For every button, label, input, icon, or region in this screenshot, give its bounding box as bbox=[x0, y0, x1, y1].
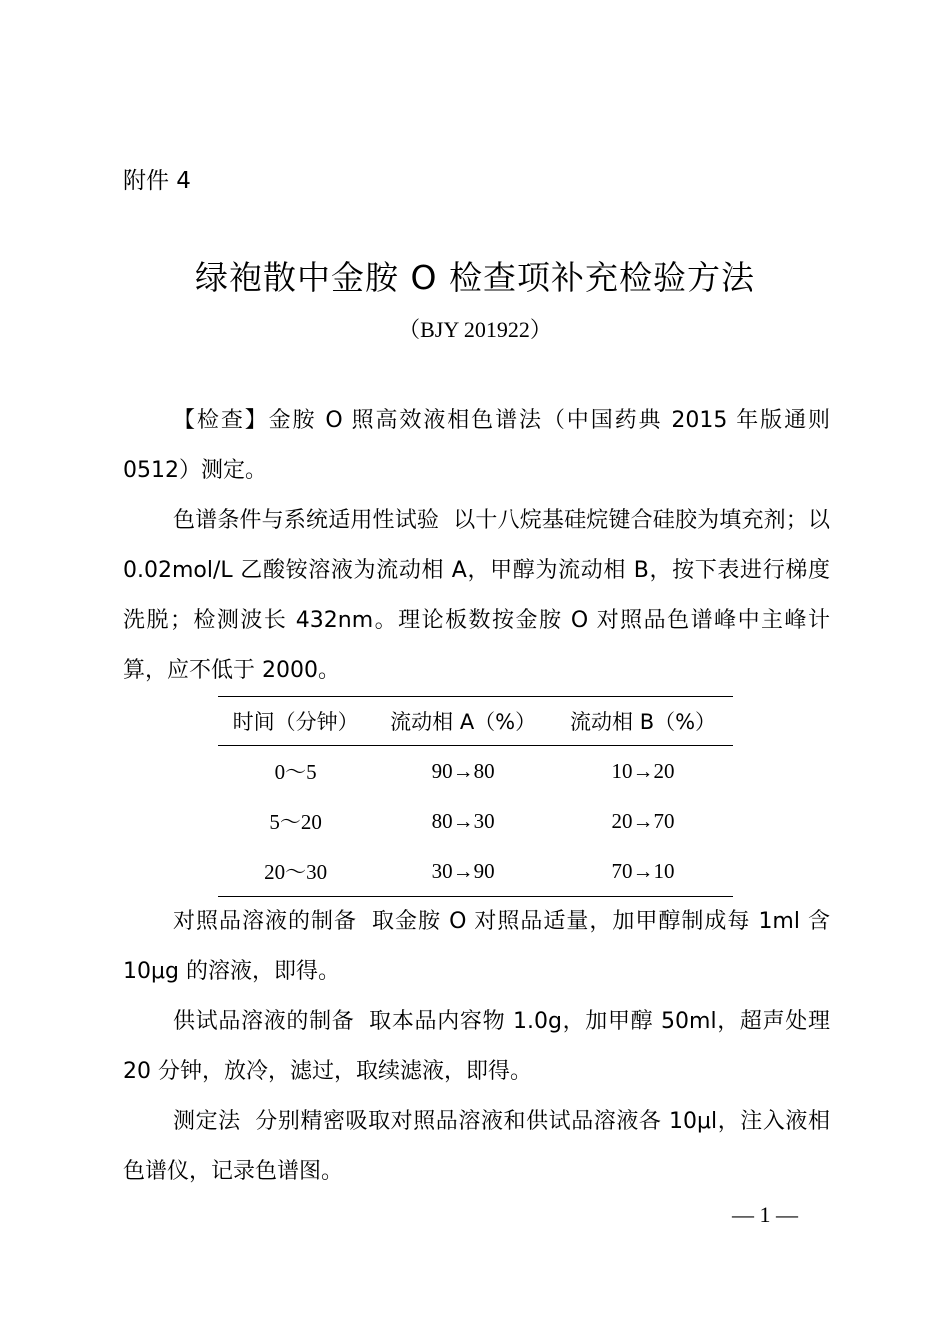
method-heading: 测定法 bbox=[173, 1109, 241, 1134]
test-solution-text: 取本品内容物 1.0g，加甲醇 50ml，超声处理 20 分钟，放冷，滤过，取续滤液，即得。 bbox=[123, 1009, 830, 1084]
annex-label: 附件 4 bbox=[123, 168, 191, 194]
chromatography-heading: 色谱条件与系统适用性试验 bbox=[173, 508, 440, 533]
table-header-row bbox=[218, 697, 733, 746]
document-title: 绿袍散中金胺 O 检查项补充检验方法 bbox=[195, 258, 755, 297]
chromatography-paragraph bbox=[123, 496, 830, 696]
reference-solution-heading: 对照品溶液的制备 bbox=[173, 909, 358, 934]
reference-solution-paragraph bbox=[123, 897, 830, 997]
table-header-time: 时间（分钟） bbox=[218, 697, 373, 746]
table-cell-phase-a: 90→80 bbox=[431, 758, 495, 783]
table-row bbox=[218, 746, 733, 797]
table-cell-time: 20～30 bbox=[264, 860, 328, 884]
chromatography-text: 以十八烷基硅烷键合硅胶为填充剂；以 0.02mol/L 乙酸铵溶液为流动相 A，甲醇为流动相 B，按下表进行梯度洗脱；检测波长 432nm。理论板数按金胺 O 对照品色谱峰中主峰计算，应不低于 2000。 bbox=[123, 508, 830, 683]
table-cell-phase-b: 20→70 bbox=[611, 808, 675, 833]
table-row bbox=[218, 796, 733, 846]
table-header-phase-a: 流动相 A（%） bbox=[373, 697, 553, 746]
table-cell-time: 0～5 bbox=[274, 760, 317, 784]
table-header-phase-b: 流动相 B（%） bbox=[553, 697, 733, 746]
method-paragraph bbox=[123, 1097, 830, 1197]
method-text: 分别精密吸取对照品溶液和供试品溶液各 10μl，注入液相色谱仪，记录色谱图。 bbox=[123, 1109, 830, 1184]
document-code: （BJY 201922） bbox=[398, 317, 552, 342]
table-row bbox=[218, 846, 733, 897]
table-cell-phase-b: 10→20 bbox=[611, 758, 675, 783]
reference-solution-text: 取金胺 O 对照品适量，加甲醇制成每 1ml 含 10μg 的溶液，即得。 bbox=[123, 909, 830, 984]
table-cell-time: 5～20 bbox=[269, 810, 322, 834]
check-paragraph: 【检查】金胺 O 照高效液相色谱法（中国药典 2015 年版通则 0512）测定。 bbox=[123, 408, 830, 483]
gradient-table bbox=[218, 696, 733, 897]
test-solution-heading: 供试品溶液的制备 bbox=[173, 1009, 355, 1034]
test-solution-paragraph bbox=[123, 997, 830, 1097]
page-number: — 1 — bbox=[732, 1202, 798, 1227]
table-cell-phase-a: 30→90 bbox=[431, 858, 495, 883]
table-cell-phase-a: 80→30 bbox=[431, 808, 495, 833]
table-cell-phase-b: 70→10 bbox=[611, 858, 675, 883]
document-body bbox=[123, 396, 830, 1197]
